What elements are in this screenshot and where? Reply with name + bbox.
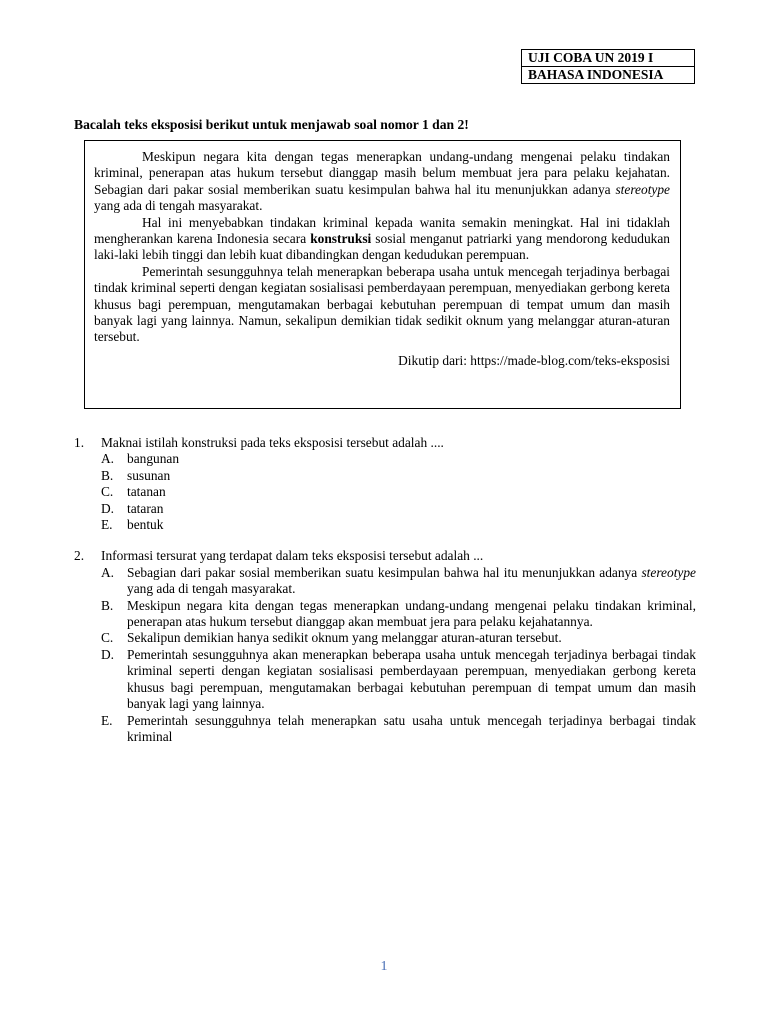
exam-subject: BAHASA INDONESIA [522, 66, 694, 83]
answer-options [101, 451, 696, 533]
option-italic-term: stereotype [641, 564, 696, 580]
answer-option-a[interactable] [101, 451, 696, 467]
question-text: Informasi tersurat yang terdapat dalam teks eksposisi tersebut adalah ... [101, 548, 484, 564]
instruction-text: Bacalah teks eksposisi berikut untuk menjawab soal nomor 1 dan 2! [74, 117, 469, 132]
option-text: Sekalipun demikian hanya sedikit oknum yang melanggar aturan-aturan tersebut. [127, 630, 562, 646]
option-text: bangunan [127, 451, 180, 467]
passage-paragraph-2 [94, 215, 670, 264]
question-text: Maknai istilah konstruksi pada teks eksposisi tersebut adalah .... [101, 435, 444, 450]
answer-options [101, 565, 696, 745]
exam-header-box [521, 49, 695, 84]
question-2 [74, 548, 696, 745]
option-letter: C. [101, 484, 114, 500]
answer-option-e[interactable] [101, 713, 696, 746]
page-number: 1 [380, 959, 388, 974]
passage-source: Dikutip dari: https://made-blog.com/teks-eksposisi [398, 352, 670, 368]
question-number: 1. [74, 435, 85, 450]
option-text-part: Sebagian dari pakar sosial memberikan suatu kesimpulan bahwa hal itu menunjukkan adanya [127, 564, 642, 580]
passage-box [84, 140, 681, 409]
option-letter: D. [101, 646, 115, 662]
option-letter: C. [101, 630, 114, 646]
option-letter: A. [101, 564, 115, 580]
option-letter: B. [101, 597, 114, 613]
option-letter: E. [101, 517, 113, 533]
answer-option-b[interactable] [101, 468, 696, 484]
question-1 [74, 435, 696, 533]
option-text: tatanan [127, 484, 166, 500]
option-text: Pemerintah sesungguhnya telah menerapkan satu usaha untuk mencegah terjadinya berbagai tindak kriminal [127, 712, 696, 744]
passage-paragraph-1 [94, 149, 670, 215]
answer-option-c[interactable] [101, 484, 696, 500]
option-text: Meskipun negara kita dengan tegas menerapkan undang-undang mengenai pelaku tindakan kriminal, penerapan atas hukum tersebut dianggap akan membuat jera para pelaku kejahatannya. [127, 597, 696, 630]
passage-text: Meskipun negara kita dengan tegas menerapkan undang-undang mengenai pelaku tindakan kriminal, penerapan atas hukum tersebut dianggap masih belum membuat jera para pelaku kejahatan. Sebagian dari pakar sosial memberikan suatu kesimpulan bahwa hal itu menunjukkan adanya [94, 149, 670, 197]
option-text: tataran [127, 500, 164, 516]
option-text-part: yang ada di tengah masyarakat. [127, 581, 296, 597]
passage-text: sosial menganut patriarki yang mendorong kedudukan laki-laki lebih tinggi dan lebih kuat dibandingkan dengan kedudukan perempuan. [94, 231, 670, 263]
answer-option-e[interactable] [101, 517, 696, 533]
option-text [127, 565, 696, 598]
option-letter: D. [101, 500, 115, 516]
option-text: susunan [127, 467, 171, 483]
passage-text: yang ada di tengah masyarakat. [94, 198, 263, 214]
answer-option-b[interactable] [101, 598, 696, 631]
option-text: bentuk [127, 517, 164, 533]
option-letter: A. [101, 451, 115, 467]
answer-option-d[interactable] [101, 501, 696, 517]
passage-text: Hal ini menyebabkan tindakan kriminal kepada wanita semakin meningkat. Hal ini tidaklah mengherankan karena Indonesia secara [94, 214, 670, 247]
passage-paragraph-3: Pemerintah sesungguhnya telah menerapkan beberapa usaha untuk mencegah terjadinya berbagai tindak kriminal seperti dengan kegiatan sosialisasi pemberdayaan perempuan, menyediakan gerbong kereta khusus bagi perempuan, mengutamakan berbagai kebutuhan perempuan di tempat umum dan masih banyak lagi yang lainnya. Namun, sekalipun demikian tidak sedikit oknum yang melanggar aturan-aturan tersebut. [94, 263, 670, 345]
option-letter: B. [101, 467, 114, 483]
question-number: 2. [74, 548, 85, 564]
option-letter: E. [101, 712, 113, 728]
answer-option-c[interactable] [101, 630, 696, 646]
exam-title: UJI COBA UN 2019 I [528, 50, 654, 65]
answer-option-d[interactable] [101, 647, 696, 713]
question-list [74, 435, 696, 760]
option-text: Pemerintah sesungguhnya akan menerapkan beberapa usaha untuk mencegah terjadinya berbagai tindak kriminal seperti dengan kegiatan sosialisasi pemberdayaan perempuan, menyediakan gerbong kereta khusus bagi perempuan, mengutamakan berbagai kebutuhan perempuan di tempat umum dan masih banyak lagi yang lainnya. [127, 646, 696, 712]
passage-italic-term: stereotype [615, 181, 670, 197]
answer-option-a[interactable] [101, 565, 696, 598]
passage-bold-term: konstruksi [310, 231, 372, 247]
